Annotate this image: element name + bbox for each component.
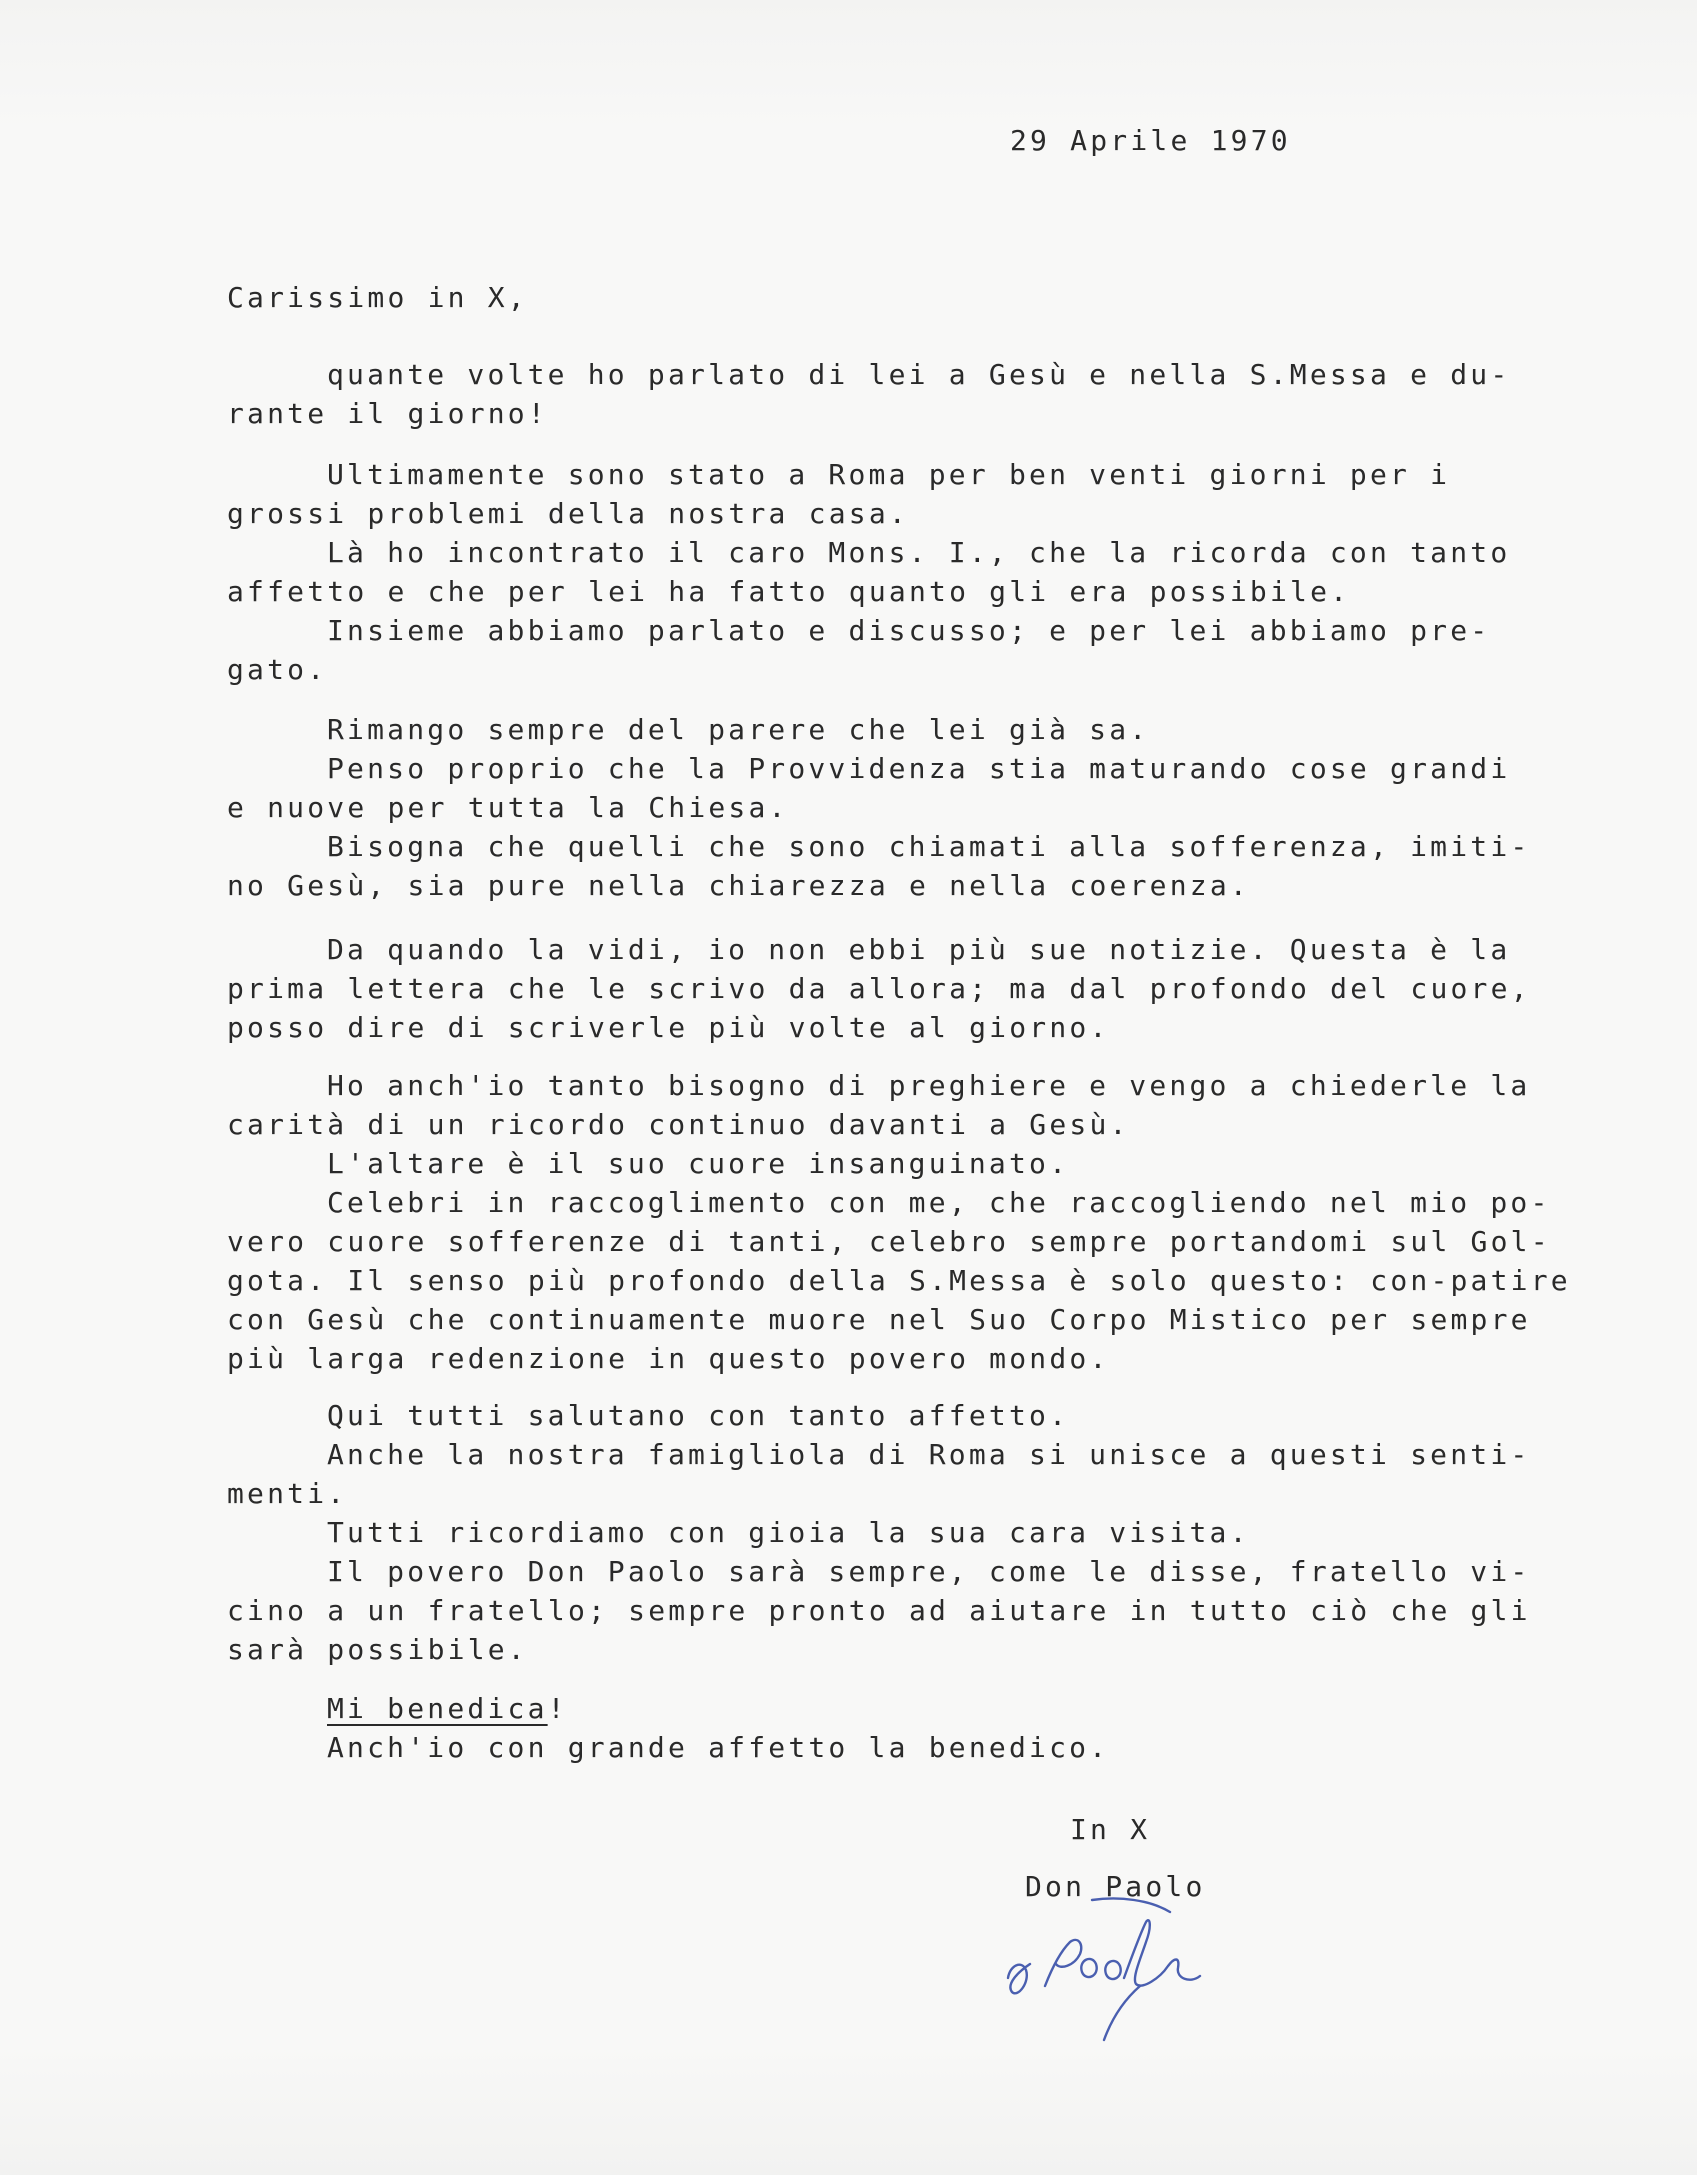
text-line: menti. xyxy=(227,1477,348,1510)
text-line: cino a un fratello; sempre pronto ad aiutare in tutto ciò che gli xyxy=(227,1594,1531,1627)
blessing-line xyxy=(227,1689,1607,1728)
text-line: Insieme abbiamo parlato e discusso; e per lei abbiamo pre- xyxy=(327,614,1491,647)
paragraph-6 xyxy=(227,1396,1607,1669)
text-line: Là ho incontrato il caro Mons. I., che la ricorda con tanto xyxy=(327,536,1511,569)
closing-in-x: In X xyxy=(1070,1813,1151,1846)
text-line: affetto e che per lei ha fatto quanto gli era possibile. xyxy=(227,575,1351,608)
text-line: quante volte ho parlato di lei a Gesù e nella S.Messa e du- xyxy=(327,358,1511,391)
text-line: più larga redenzione in questo povero mondo. xyxy=(227,1342,1110,1375)
text-line: Rimango sempre del parere che lei già sa. xyxy=(327,713,1150,746)
blessing-reply: Anch'io con grande affetto la benedico. xyxy=(327,1731,1110,1764)
text-line: con Gesù che continuamente muore nel Suo Corpo Mistico per sempre xyxy=(227,1303,1531,1336)
closing-name: Don Paolo xyxy=(1025,1870,1206,1903)
text-line: Celebri in raccoglimento con me, che raccogliendo nel mio po- xyxy=(327,1186,1551,1219)
text-line: Il povero Don Paolo sarà sempre, come le disse, fratello vi- xyxy=(327,1555,1531,1588)
text-line: grossi problemi della nostra casa. xyxy=(227,497,909,530)
blessing-mark: ! xyxy=(547,1692,568,1725)
text-line: L'altare è il suo cuore insanguinato. xyxy=(327,1147,1070,1180)
paragraph-3 xyxy=(227,710,1607,905)
text-line: prima lettera che le scrivo da allora; ma dal profondo del cuore, xyxy=(227,972,1531,1005)
text-line: Anche la nostra famigliola di Roma si unisce a questi senti- xyxy=(327,1438,1531,1471)
text-line: vero cuore sofferenze di tanti, celebro sempre portandomi sul Gol- xyxy=(227,1225,1551,1258)
blessing-request: Mi benedica xyxy=(327,1692,548,1725)
paragraph-4 xyxy=(227,930,1607,1047)
text-line: Bisogna che quelli che sono chiamati alla sofferenza, imiti- xyxy=(327,830,1531,863)
text-line: rante il giorno! xyxy=(227,397,548,430)
text-line: Qui tutti salutano con tanto affetto. xyxy=(327,1399,1070,1432)
text-line: gota. Il senso più profondo della S.Messa è solo questo: con-patire xyxy=(227,1264,1571,1297)
salutation: Carissimo in X, xyxy=(227,281,528,314)
text-line: Penso proprio che la Provvidenza stia maturando cose grandi xyxy=(327,752,1511,785)
text-line: Tutti ricordiamo con gioia la sua cara visita. xyxy=(327,1516,1250,1549)
text-line: e nuove per tutta la Chiesa. xyxy=(227,791,789,824)
text-line: Ho anch'io tanto bisogno di preghiere e vengo a chiederle la xyxy=(327,1069,1531,1102)
paragraph-2 xyxy=(227,455,1607,689)
handwritten-signature xyxy=(1000,1860,1260,2050)
text-line: sarà possibile. xyxy=(227,1633,528,1666)
text-line: no Gesù, sia pure nella chiarezza e nella coerenza. xyxy=(227,869,1250,902)
paragraph-5 xyxy=(227,1066,1607,1378)
text-line: posso dire di scriverle più volte al giorno. xyxy=(227,1011,1110,1044)
text-line: Da quando la vidi, io non ebbi più sue notizie. Questa è la xyxy=(327,933,1511,966)
text-line: gato. xyxy=(227,653,328,686)
text-line: Ultimamente sono stato a Roma per ben venti giorni per i xyxy=(327,458,1451,491)
text-line: carità di un ricordo continuo davanti a Gesù. xyxy=(227,1108,1130,1141)
paragraph-1 xyxy=(227,355,1607,433)
blessing-block xyxy=(227,1689,1607,1767)
letter-date: 29 Aprile 1970 xyxy=(1010,124,1291,157)
